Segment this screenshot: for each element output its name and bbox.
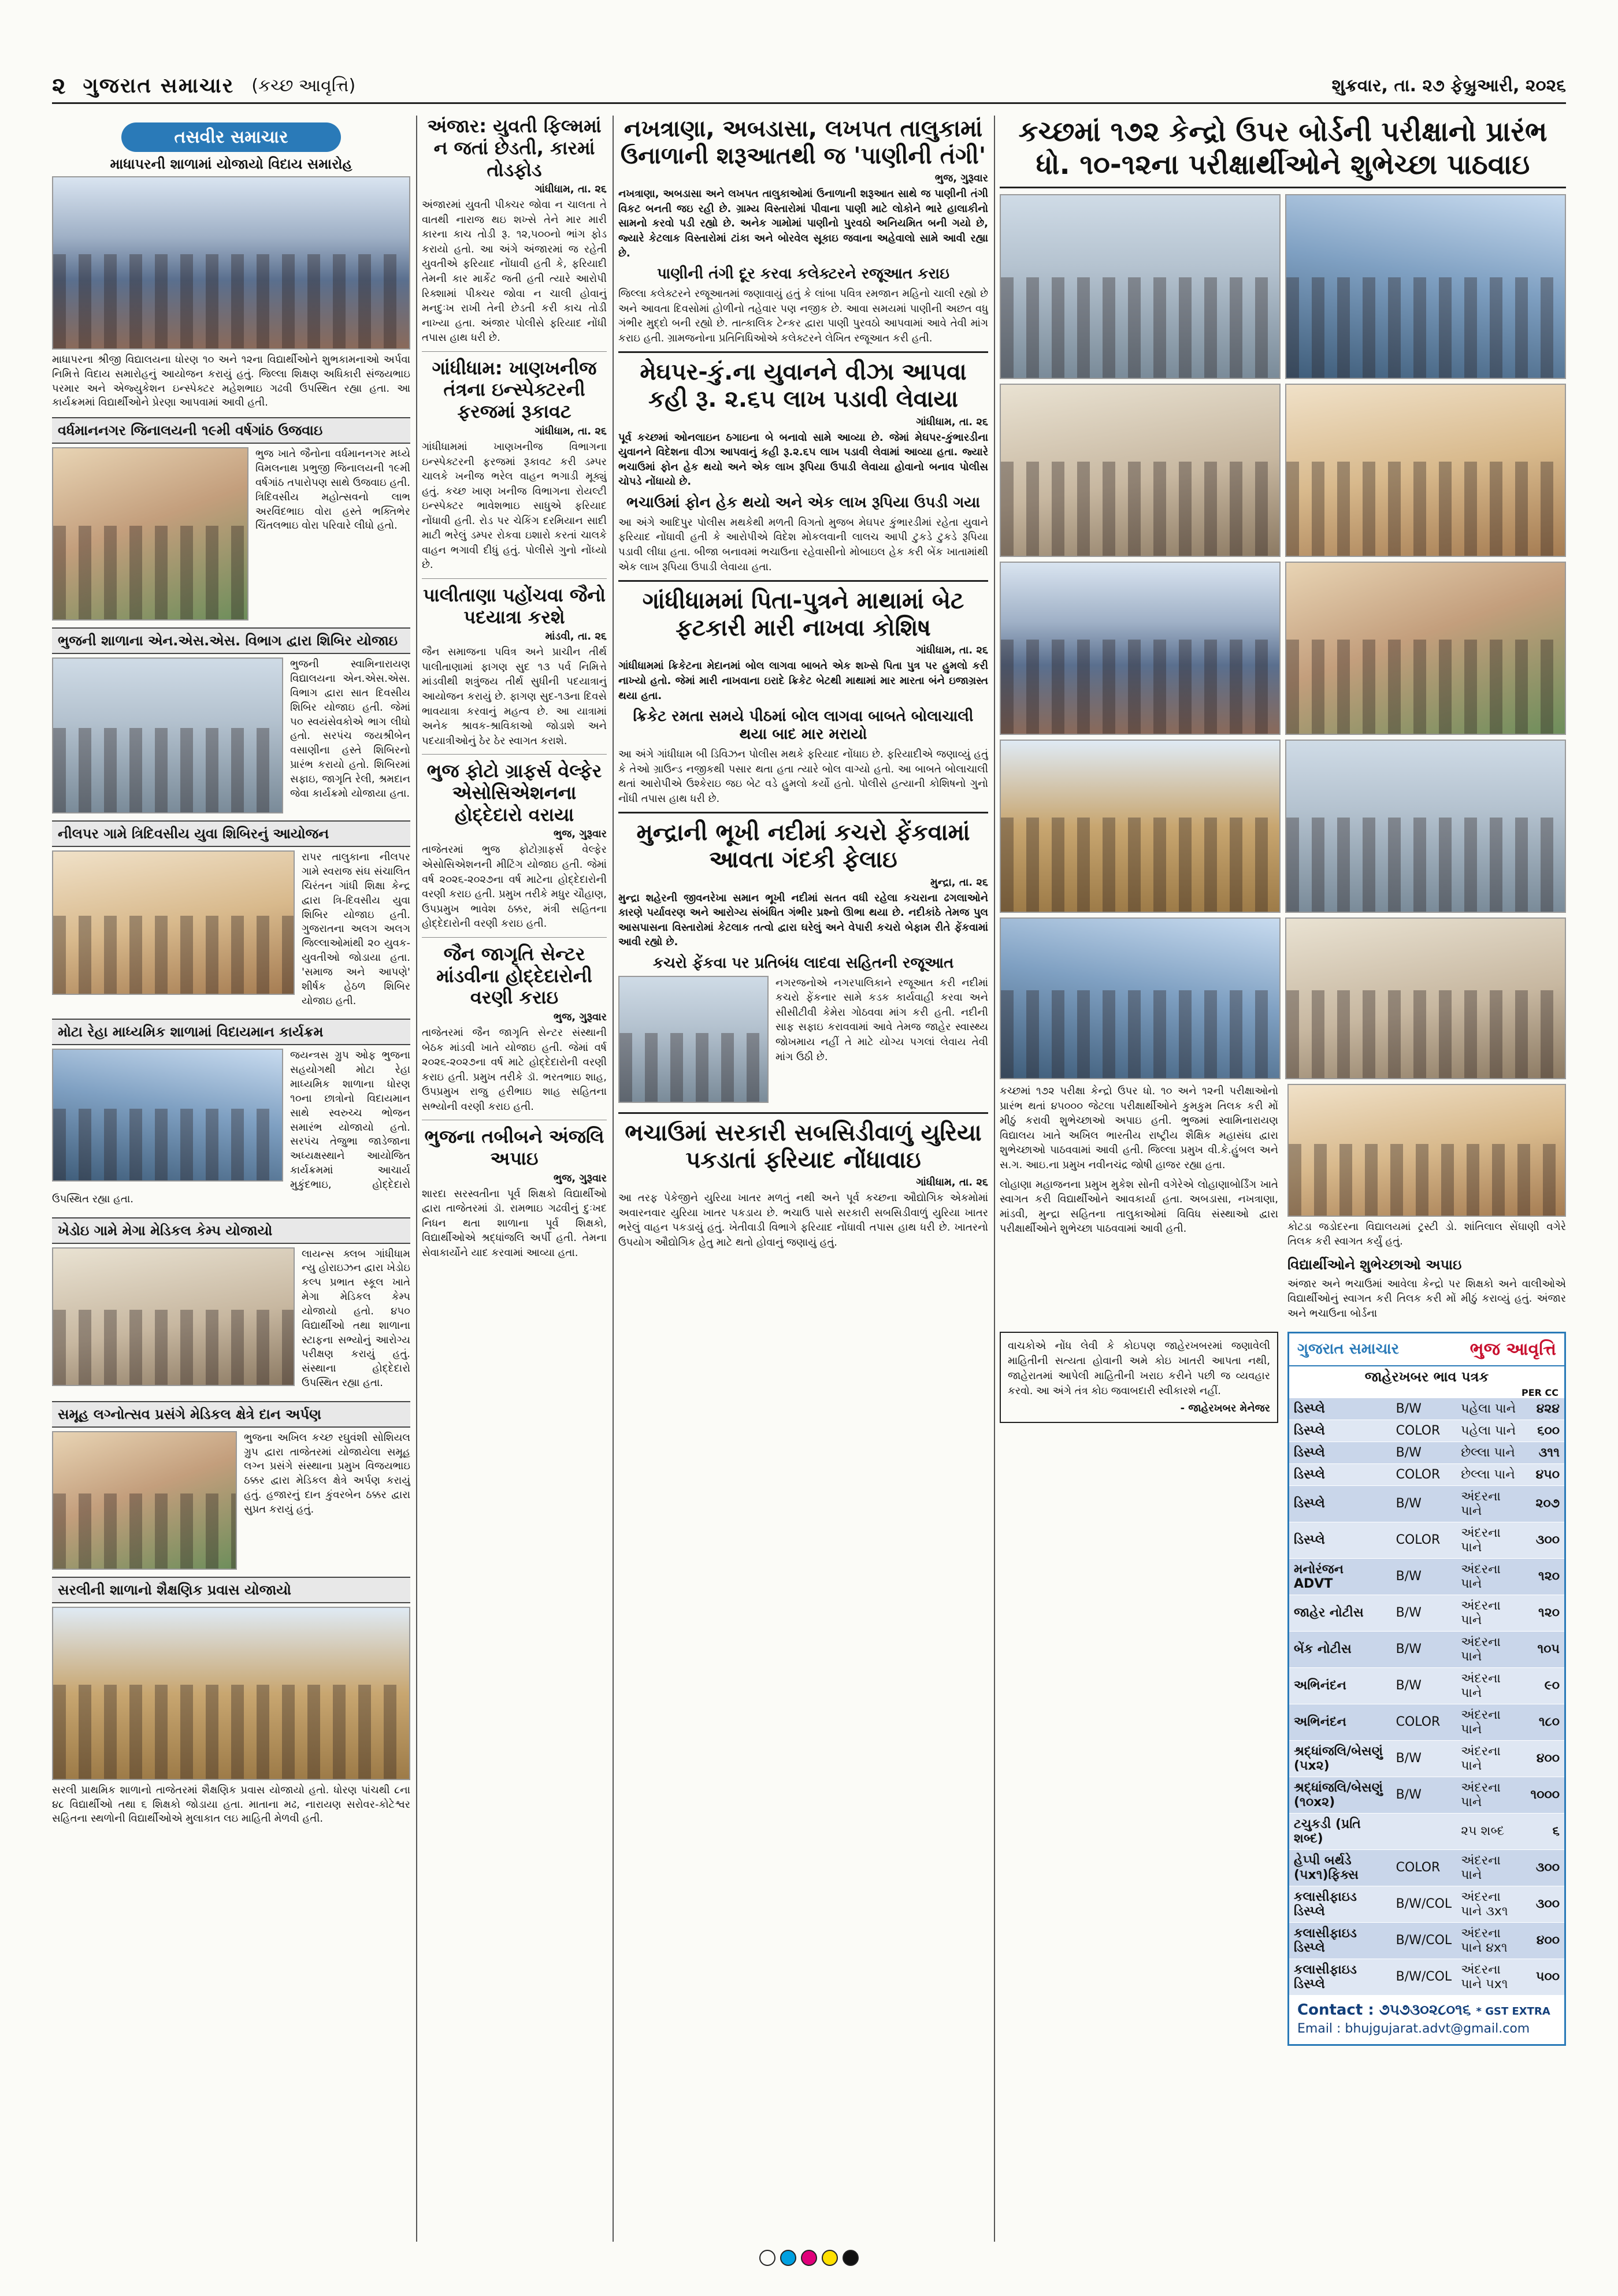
article-dateline: માંડવી, તા. ૨૬ <box>545 630 607 643</box>
rate-page: અંદરના પાને ૫x૧ <box>1456 1959 1526 1995</box>
school-trip-photo <box>52 1607 410 1780</box>
rate-color: B/W <box>1391 1441 1457 1463</box>
article-subhead: ભચાઉમાં ફોન હેક થયો અને એક લાખ રૂપિયા ઉપડી ગયા <box>626 493 980 511</box>
article-lead: નખત્રાણા, અબડાસા અને લખપત તાલુકાઓમાં ઉનાળાની શરૂઆત સાથે જ પાણીની તંગી વિકટ બનતી જઇ રહી છે. ગ્રામ્ય વિસ્તારોમાં પીવાના પાણી માટે લોકોને ભારે હાલાકીનો સામનો કરવો પડી રહ્યો છે. અનેક ગામોમાં પાણીનો પુરવઠો અનિયમિત બની ગયો છે, જ્યારે કેટલાક વિસ્તારોમાં ટાંકા અને બોરવેલ સૂકાઇ જવાના અહેવાલો સામે આવી રહ્યા છે. <box>618 188 988 259</box>
rate-color: B/W <box>1391 1667 1457 1704</box>
tilak-ceremony-photo <box>1285 562 1566 735</box>
edition-label: (કચ્છ આવૃત્તિ) <box>251 76 356 96</box>
rate-rate: ૬૦૦ <box>1526 1420 1564 1441</box>
rate-page: અંદરના પાને <box>1456 1522 1526 1558</box>
column-rule <box>416 116 417 2242</box>
rate-page: અંદરના પાને <box>1456 1777 1526 1813</box>
article-subhead: પાણીની તંગી દૂર કરવા કલેક્ટરને રજૂઆત કરાઇ <box>656 265 950 283</box>
article-headline: ભુજ ફોટો ગ્રાફર્સ વેલ્ફેર એસોસિએશનના હોદ્દેદારો વરાયા <box>426 760 602 826</box>
rate-page: છેલ્લા પાને <box>1456 1441 1526 1463</box>
side-body: અંજાર અને ભચાઉમાં આવેલા કેન્દ્રો પર શિક્ષકો અને વાલીઓએ વિદ્યાર્થીઓનું સ્વાગત કરી તિલક કરી મોં મીઠું કરાવ્યું હતું. અંજાર અને ભચાઉના બોર્ડના <box>1287 1277 1566 1320</box>
rate-page: અંદરના પાને <box>1456 1631 1526 1667</box>
rate-item: ડિસ્પ્લે <box>1289 1463 1391 1485</box>
rate-row <box>1289 1441 1564 1463</box>
rate-row <box>1289 1522 1564 1558</box>
rate-page: અંદરના પાને <box>1456 1595 1526 1631</box>
article-headline: ગાંધીધામ: ખાણખનીજ તંત્રના ઇન્સ્પેક્ટરની ફરજમાં રૂકાવટ <box>432 356 597 423</box>
article-dateline: ગાંધીધામ, તા. ૨૬ <box>916 415 988 428</box>
school-entrance-photo <box>1285 740 1566 913</box>
youth-camp-photo <box>52 850 295 995</box>
column-rule <box>994 116 995 2242</box>
disclaimer-text: વાચકોએ નોંધ લેવી કે કોઇપણ જાહેરખબરમાં જણાવેલી માહિતીની સત્યતા હોવાની અમે કોઇ ખાતરી આપતા નથી, જાહેરાતમાં આપેલી માહિતીની ખરાઇ કરીને પછી જ વ્યવહાર કરવો. આ અંગે તંત્ર કોઇ જવાબદારી સ્વીકારશે નહીં. <box>1008 1339 1270 1397</box>
rate-rate: ૬ <box>1526 1813 1564 1849</box>
story-head: સમૂહ લગ્નોત્સવ પ્રસંગે મેડિકલ ક્ષેત્રે દાન અર્પણ <box>52 1401 410 1428</box>
article-headline: ગાંધીધામમાં પિતા-પુત્રને માથામાં બેટ ફટકારી મારી નાખવા કોશિષ <box>642 588 964 642</box>
disclaimer-notice <box>1000 1332 1278 1423</box>
story-head: ખેડોઇ ગામે મેગા મેડિકલ કેમ્પ યોજાયો <box>52 1217 410 1244</box>
article-body: નગરજનોએ નગરપાલિકાને રજૂઆત કરી નદીમાં કચરો ફેંકનાર સામે કડક કાર્યવાહી કરવા અને સીસીટીવી કેમેરા ગોઠવવા માંગ કરી હતી. નદીની સાફ સફાઇ કરાવવામાં આવે તેમજ જાહેર સ્વાસ્થ્ય જોખમાય નહીં તે માટે યોગ્ય પગલાં લેવાય તેવી માંગ ઉઠી છે. <box>775 976 988 1063</box>
exam-photo-grid <box>1000 194 1566 1079</box>
rate-item: મનોરંજન ADVT <box>1289 1558 1391 1595</box>
gst-note: * GST EXTRA <box>1476 2005 1550 2018</box>
temple-anniversary-photo <box>52 447 248 621</box>
article-body: શારદા સરસ્વતીના પૂર્વ શિક્ષકો વિદ્યાર્થીઓ દ્વારા તાજેતરમાં ડૉ. રામભાઇ ગઢવીનું દુઃખદ નિધન થતા શાળાના પૂર્વ શિક્ષકો, વિદ્યાર્થીઓએ શ્રદ્ધાંજલિ અર્પી હતી. તેમના સેવાકાર્યોને યાદ કરવામાં આવ્યા હતા. <box>422 1187 607 1259</box>
exam-hall-photo <box>1000 194 1281 379</box>
rate-page: ૨૫ શબ્દ <box>1456 1813 1526 1849</box>
rate-rate: ૩૧૧ <box>1526 1441 1564 1463</box>
article-body: તાજેતરમાં જૈન જાગૃતિ સેન્ટર સંસ્થાની બેઠક માંડવી ખાતે યોજાઇ હતી. જેમાં વર્ષ ૨૦૨૬-૨૦૨૭ના વર્ષ માટે હોદ્દેદારોની વરણી કરાઇ હતી. પ્રમુખ તરીકે ડૉ. ભરતભાઇ શાહ, ઉપપ્રમુખ રાજુ હરીભાઇ શાહ સહિતના સભ્યોની વરણી કરાઇ હતી. <box>422 1027 607 1113</box>
picture-news-column <box>52 116 410 2253</box>
rate-item: શ્રદ્ધાંજલિ/બેસણું (૫x૨) <box>1289 1740 1391 1777</box>
article-dateline: ગાંધીધામ, તા. ૨૬ <box>916 644 988 657</box>
rate-page: અંદરના પાને <box>1456 1704 1526 1740</box>
story-caption: માધાપરના શ્રીજી વિદ્યાલયના ધોરણ ૧૦ અને ૧૨ના વિદ્યાર્થીઓને શુભકામનાઓ અર્પવા નિમિત્તે વિદાય સમારોહનું આયોજન કરાયું હતું. જિલ્લા શિક્ષણ અધિકારી સંજયભાઇ પરમાર અને એજ્યુકેશન ઇન્સ્પેક્ટર મહેશભાઇ ગઢવી ઉપસ્થિત રહ્યા હતા. આ કાર્યક્રમમાં વિદ્યાર્થીઓને પ્રેરણા આપવામાં આવી હતી. <box>52 354 410 409</box>
rate-color: B/W <box>1391 1631 1457 1667</box>
rate-page: અંદરના પાને <box>1456 1740 1526 1777</box>
students-welcome-photo <box>1000 384 1281 557</box>
group-photo <box>1285 917 1566 1079</box>
article-body: અંજારમાં યુવતી પીક્ચર જોવા ન ચાલતા તે વાતથી નારાજ થઇ શખ્સે તેને માર મારી કારના કાચ તોડી રૂ. ૧૨,૫૦૦નો ભાંગ ફોડ કરાયો હતો. આ અંગે અંજારમાં જ રહેતી યુવતીએ ફરિયાદ નોંધાવી હતી કે, ફરિયાદી તેમની કાર માર્કેટ જતી હતી ત્યારે આરોપી રિક્શામાં પીક્ચર જોવા ન ચાલી હોવાનું મનદુઃખ રાખી તેની છેડતી કરી કાચ તોડી નાખ્યા હતા. અંજાર પોલીસે ફરિયાદ નોંધી તપાસ હાથ ધરી છે. <box>422 199 607 344</box>
story-head: ભુજની શાળાના એન.એસ.એસ. વિભાગ દ્વારા શિબિર યોજાઇ <box>52 627 410 654</box>
article-dateline: ભુજ, ગુરૂવાર <box>553 828 607 841</box>
article-headline: જૈન જાગૃતિ સેન્ટર માંડવીના હોદ્દેદારોની વરણી કરાઇ <box>436 942 592 1009</box>
school-entrance-photo <box>1000 740 1281 913</box>
rate-item: ડિસ્પ્લે <box>1289 1485 1391 1522</box>
article-dateline: ગાંધીધામ, તા. ૨૬ <box>535 425 607 437</box>
rate-rate: ૪૦૦ <box>1526 1922 1564 1959</box>
rate-row <box>1289 1558 1564 1595</box>
rate-item: જાહેર નોટીસ <box>1289 1595 1391 1631</box>
article-dateline: ગાંધીધામ, તા. ૨૬ <box>535 183 607 196</box>
article-headline: ભુજના તબીબને અંજલિ અપાઇ <box>424 1125 604 1170</box>
rate-page: છેલ્લા પાને <box>1456 1463 1526 1485</box>
story-head: સરલીની શાળાનો શૈક્ષણિક પ્રવાસ યોજાયો <box>52 1577 410 1603</box>
rate-row <box>1289 1398 1564 1420</box>
rate-rate: ૧૮૦ <box>1526 1704 1564 1740</box>
ratecard-logo: ગુજરાત સમાચાર <box>1297 1340 1400 1358</box>
rate-item: કલાસીફાઇડ ડિસ્પ્લે <box>1289 1922 1391 1959</box>
rate-row <box>1289 1922 1564 1959</box>
rate-row <box>1289 1959 1564 1995</box>
medical-camp-photo <box>52 1247 295 1386</box>
students-welcome-photo <box>1285 384 1566 557</box>
page-number: ૨ <box>52 72 66 99</box>
story-head: વર્ધમાનનગર જિનાલયની ૧૯મી વર્ષગાંઠ ઉજવાઇ <box>52 417 410 444</box>
rate-rate: ૨૦૭ <box>1526 1485 1564 1522</box>
rate-color: B/W/COL <box>1391 1959 1457 1995</box>
rate-item: ડિસ્પ્લે <box>1289 1398 1391 1420</box>
ratecard-subtitle: જાહેરખબર ભાવ પત્રક <box>1364 1368 1489 1385</box>
article-dateline: ભુજ, ગુરૂવાર <box>553 1011 607 1023</box>
rate-page: અંદરના પાને <box>1456 1558 1526 1595</box>
story-caption: જયન્ત્રસ ગ્રુપ ઓફ ભુજના સહયોગથી મોટા રેહા માધ્યમિક શાળાના ધોરણ ૧૦ના છાત્રોનો વિદાયમાન સાથે સ્વરુચ્ચ ભોજન સમારંભ યોજાયો હતો. સરપંચ તેજુભા જાડેજાના અધ્યક્ષસ્થાને આયોજિત કાર્યક્રમમાં આચાર્ય મુકુંદભાઇ, હોદ્દેદારો ઉપસ્થિત રહ્યા હતા. <box>52 1049 410 1205</box>
rate-row <box>1289 1463 1564 1485</box>
short-news-column <box>422 116 607 2253</box>
ratecard-unit: PER CC <box>1521 1387 1558 1398</box>
rate-rate: ૯૦ <box>1526 1667 1564 1704</box>
article-subhead: કચરો ફેંકવા પર પ્રતિબંધ લાદવા સહિતની રજૂઆત <box>652 954 954 972</box>
registration-marks <box>0 2250 1618 2267</box>
ratecard-contact: Contact : ૭૫૭૩૦૨૮૦૧૬ <box>1297 2001 1471 2019</box>
rate-rate: ૧૨૦ <box>1526 1558 1564 1595</box>
picture-news-banner: તસવીર સમાચાર <box>121 122 341 152</box>
rate-rate: ૩૦૦ <box>1526 1849 1564 1886</box>
rate-page: અંદરના પાને ૪x૧ <box>1456 1922 1526 1959</box>
school-farewell-photo <box>52 1049 283 1182</box>
rate-row <box>1289 1420 1564 1441</box>
rate-item: ડિસ્પ્લે <box>1289 1522 1391 1558</box>
story-caption: સરલી પ્રાથમિક શાળાનો તાજેતરમાં શૈક્ષણિક પ્રવાસ યોજાયો હતો. ધોરણ પાંચથી ૮ના ૪૮ વિદ્યાર્થીઓ તથા ૬ શિક્ષકો જોડાયા હતા. માતાના મઢ, નારાયણ સરોવર-કોટેશ્વર સહિતના સ્થળોની વિદ્યાર્થીઓએ મુલાકાત લઇ માહિતી મેળવી હતી. <box>52 1784 410 1825</box>
feature-headline: કચ્છમાં ૧૭૨ કેન્દ્રો ઉપર બોર્ડની પરીક્ષાનો પ્રારંભ ધો. ૧૦-૧૨ના પરીક્ષાર્થીઓને શુભેચ્છા પાઠવાઇ <box>1018 116 1548 181</box>
rate-item: હેપ્પી બર્થડે (૫x૧)ફિક્સ <box>1289 1849 1391 1886</box>
river-garbage-photo <box>618 976 769 1103</box>
rate-row <box>1289 1704 1564 1740</box>
rate-color: B/W <box>1391 1595 1457 1631</box>
newspaper-brand: ગુજરાત સમાચાર <box>83 73 235 98</box>
rate-item: કલાસીફાઇડ ડિસ્પ્લે <box>1289 1886 1391 1922</box>
story-caption: લાયન્સ ક્લબ ગાંધીધામ ન્યુ હોરાઇઝન દ્વારા ખેડોઇ કલ્પ પ્રભાત સ્કૂલ ખાતે મેગા મેડિકલ કેમ્પ યોજાયો હતો. ૪૫૦ વિદ્યાર્થીઓ તથા શાળાના સ્ટાફના સભ્યોનું આરોગ્ય પરીક્ષણ કરાયું હતું. સંસ્થાના હોદ્દેદારો ઉપસ્થિત રહ્યા હતા. <box>302 1247 410 1389</box>
article-dateline: ભુજ, ગુરૂવાર <box>934 172 988 185</box>
rate-row <box>1289 1849 1564 1886</box>
article-lead: પૂર્વ કચ્છમાં ઓનલાઇન ઠગાઇના બે બનાવો સામે આવ્યા છે. જેમાં મેઘપર-કુંભારડીના યુવાનને વિદેશના વીઝા આપવાનું કહી રૂ.૨.૬૫ લાખ પડાવી લેવામાં આવ્યા હતા. જ્યારે ભચાઉમાં ફોન હેક થયો અને એક લાખ રૂપિયા ઉપાડી લેવાયા હોવાનો બનાવ પોલીસ ચોપડે નોંધાયો છે. <box>618 431 988 488</box>
article-headline: અંજાર: યુવતી ફિલ્મમાં ન જતાં છેડતી, કારમાં તોડફોડ <box>427 116 602 181</box>
rate-page: અંદરના પાને <box>1456 1667 1526 1704</box>
rate-page: અંદરના પાને <box>1456 1485 1526 1522</box>
rate-item: ડિસ્પ્લે <box>1289 1441 1391 1463</box>
rate-color: COLOR <box>1391 1704 1457 1740</box>
trustee-welcome-photo <box>1287 1084 1566 1217</box>
story-caption: ભુજની સ્વામિનારાયણ વિદ્યાલયના એન.એસ.એસ. વિભાગ દ્વારા સાત દિવસીય શિબિર યોજાઇ હતી. જેમાં ૫૦ સ્વયંસેવકોએ ભાગ લીધો હતો. સરપંચ જયશ્રીબેન વસાણીના હસ્તે શિબિરનો પ્રારંભ કરાયો હતો. શિબિરમાં સફાઇ, જાગૃતિ રેલી, શ્રમદાન જેવા કાર્યક્રમો યોજાયા હતા. <box>290 658 410 800</box>
rate-row <box>1289 1777 1564 1813</box>
rate-page: અંદરના પાને ૩x૧ <box>1456 1886 1526 1922</box>
article-body: જૈન સમાજના પવિત્ર અને પ્રાચીન તીર્થ પાલીતાણામાં ફાગણ સુદ ૧૩ પર્વ નિમિત્તે માંડવીથી શત્રુંજય તીર્થ સુધીની પદયાત્રાનું આયોજન કરાયું છે. ફાગણ સુદ-૧૩ના દિવસે ભાવયાત્રા કરવાનું મહત્વ છે. આ યાત્રામાં અનેક શ્રાવક-શ્રાવિકાઓ જોડાશે અને પદયાત્રીઓનું ઠેર ઠેર સ્વાગત કરાશે. <box>422 646 607 747</box>
rate-color: B/W <box>1391 1398 1457 1420</box>
column-rule <box>613 116 614 2242</box>
ratecard-email: Email : bhujgujarat.advt@gmail.com <box>1297 2021 1530 2036</box>
rate-color: B/W/COL <box>1391 1886 1457 1922</box>
ad-rate-card <box>1287 1332 1566 2046</box>
rate-color: B/W <box>1391 1485 1457 1522</box>
rates-table <box>1289 1398 1564 1996</box>
rate-page: અંદરના પાને <box>1456 1849 1526 1886</box>
article-lead: ગાંધીધામમાં ક્રિકેટના મેદાનમાં બોલ લાગવા બાબતે એક શખ્સે પિતા પુત્ર પર હુમલો કરી નાખ્યો હતો. જેમાં મારી નાખવાના ઇરાદે ક્રિકેટ બેટથી માથામાં માર મારતા બંને ઇજાગ્રસ્ત થયા હતા. <box>618 660 988 702</box>
issue-date: શુક્રવાર, તા. ૨૭ ફેબ્રુઆરી, ૨૦૨૬ <box>1331 76 1566 96</box>
rate-color: COLOR <box>1391 1463 1457 1485</box>
rate-row <box>1289 1813 1564 1849</box>
story-head: માધાપરની શાળામાં યોજાયો વિદાય સમારોહ <box>110 156 352 172</box>
story-caption: ભુજના અખિલ કચ્છ રઘુવંશી સોશિયલ ગ્રુપ દ્વારા તાજેતરમાં યોજાયેલા સમૂહ લગ્ન પ્રસંગે સંસ્થાના પ્રમુખ વિજયભાઇ ઠક્કર દ્વારા મેડિકલ ક્ષેત્રે અર્પણ કરાયું હતું. હજારનું દાન કુંવરબેન ઠક્કર દ્વારા સુપ્રત કરાયું હતું. <box>244 1431 410 1515</box>
rate-rate: ૫૦૦ <box>1526 1959 1564 1995</box>
article-body: આ અંગે ગાંધીધામ બી ડિવિઝન પોલીસ મથકે ફરિયાદ નોંધાઇ છે. ફરિયાદીએ જણાવ્યું હતું કે તેઓ ગ્રાઉન્ડ નજીકથી પસાર થતા હતા ત્યારે બોલ વાગ્યો હતો. આ બાબતે બોલાચાલી થતાં આરોપીએ ઉશ્કેરાઇ જઇ બેટ વડે હુમલો કર્યો હતો. પોલીસે હત્યાની કોશિષનો ગુનો નોંધી તપાસ હાથ ધરી છે. <box>618 748 988 805</box>
farewell-photo <box>52 176 410 350</box>
feature-body: લોહાણા મહાજનના પ્રમુખ મુકેશ સોની વગેરેએ લોહાણાબોર્ડિંગ ખાતે સ્વાગત કરી વિદ્યાર્થીઓને આવકાર્યા હતા. અબડાસા, નખત્રાણા, માંડવી, મુન્દ્રા સહિતના તાલુકાઓમાં વિવિધ સંસ્થાઓ દ્વારા પરીક્ષાર્થીઓને શુભેચ્છા પાઠવવામાં આવી હતી. <box>1000 1178 1278 1235</box>
article-headline: ભચાઉમાં સરકારી સબસિડીવાળું યુરિયા પકડાતાં ફરિયાદ નોંધાવાઇ <box>625 1119 982 1173</box>
rate-color: B/W <box>1391 1740 1457 1777</box>
exam-hall-photo <box>1285 194 1566 379</box>
rate-item: ટચુકડી (પ્રતિ શબ્દ) <box>1289 1813 1391 1849</box>
article-body: જિલ્લા કલેક્ટરને રજૂઆતમાં જણાવાયું હતું કે લાંબા પવિત્ર રમજાન મહિનો ચાલી રહ્યો છે અને આવતા દિવસોમાં હોળીનો તહેવાર પણ નજીક છે. આવા સમયમાં પાણીની અછત વધુ ગંભીર મુદ્દો બની રહ્યો છે. તાત્કાલિક ટેન્કર દ્વારા પાણી પુરવઠો આપવામાં આવે તેવી માંગ કરાઇ હતી. ગ્રામજનોના પ્રતિનિધિઓએ કલેક્ટરને લેખિત રજૂઆત કરી હતી. <box>618 288 988 344</box>
rate-rate: ૪૦૦ <box>1526 1740 1564 1777</box>
article-subhead: ક્રિકેટ રમતા સમયે પીઠમાં બોલ લાગવા બાબતે બોલાચાલી થયા બાદ માર મરાયો <box>633 708 974 744</box>
ratecard-title: ભુજ આવૃત્તિ <box>1469 1339 1556 1359</box>
article-headline: પાલીતાણા પહોંચવા જૈનો પદયાત્રા કરશે <box>422 584 606 628</box>
rate-item: અભિનંદન <box>1289 1704 1391 1740</box>
rate-rate: ૧૨૦ <box>1526 1595 1564 1631</box>
side-subhead: વિદ્યાર્થીઓને શુભેચ્છાઓ અપાઇ <box>1287 1256 1462 1273</box>
rate-row <box>1289 1595 1564 1631</box>
nss-camp-photo <box>52 657 283 813</box>
rate-row <box>1289 1667 1564 1704</box>
board-exam-feature <box>1000 116 1566 2253</box>
photo-caption: કોટડા જડોદરના વિદ્યાલયમાં ટ્રસ્ટી ડો. શાંતિલાલ સેંઘાણી વગેરે તિલક કરી સ્વાગત કર્યું હતું. <box>1287 1221 1566 1248</box>
rate-rate: ૪૨૪ <box>1526 1398 1564 1420</box>
rate-rate: ૪૫૦ <box>1526 1463 1564 1485</box>
rate-rate: ૧૦૦૦ <box>1526 1777 1564 1813</box>
group-photo <box>1000 917 1281 1079</box>
rate-color: COLOR <box>1391 1522 1457 1558</box>
rate-row <box>1289 1740 1564 1777</box>
rate-page: પહેલા પાને <box>1456 1420 1526 1441</box>
feature-body: કચ્છમાં ૧૭૨ પરીક્ષા કેન્દ્રો ઉપર ધો. ૧૦ અને ૧૨ની પરીક્ષાઓનો પ્રારંભ થતાં ૪૫૦૦૦ જેટલા પરીક્ષાર્થીઓને કુમકુમ તિલક કરી મોં મીઠું કરાવી શુભેચ્છાઓ અપાઇ હતી. ભુજમાં સ્વામિનારાયણ વિદ્યાલય ખાતે અખિલ ભારતીય રાષ્ટ્રીય શૈક્ષિક મહાસંઘ દ્વારા શુભેચ્છાઓ પાઠવવામાં આવી હતી. જિલ્લા પ્રમુખ વી.કે.હુંબલ અને સ.ગ. આઇ.ના પ્રમુખ નવીનચંદ્ર જોષી હાજર રહ્યા હતા. <box>1000 1085 1278 1171</box>
rate-color <box>1391 1813 1457 1849</box>
rate-row <box>1289 1631 1564 1667</box>
masthead <box>52 69 1566 104</box>
donation-photo <box>52 1431 237 1570</box>
article-dateline: મુન્દ્રા, તા. ૨૬ <box>930 876 988 889</box>
rate-rate: ૩૦૦ <box>1526 1886 1564 1922</box>
rate-row <box>1289 1886 1564 1922</box>
rate-color: COLOR <box>1391 1849 1457 1886</box>
tilak-ceremony-photo <box>1000 562 1281 735</box>
article-body: આ અંગે આદિપુર પોલીસ મથકેથી મળતી વિગતો મુજબ મેઘપર કુંભારડીમાં રહેતા યુવાને ફરિયાદ નોંધાવી હતી કે આરોપીએ વિદેશ મોકલવાની લાલચ આપી ટુકડે ટુકડે રૂપિયા પડાવી લીધા હતા. બીજા બનાવમાં ભચાઉના રહેવાસીનો મોબાઇલ હેક કરી બેંક ખાતામાંથી એક લાખ રૂપિયા ઉપાડી લેવાયા હતા. <box>618 516 988 573</box>
rate-rate: ૩૦૦ <box>1526 1522 1564 1558</box>
article-body: ગાંધીધામમાં ખાણખનીજ વિભાગના ઇન્સ્પેક્ટરની ફરજમાં રૂકાવટ કરી ડમ્પર ચાલકે ખનીજ ભરેલ વાહન ભગાડી મૂક્યું હતું. કચ્છ ખાણ ખનીજ વિભાગના રોયલ્ટી ઇન્સ્પેક્ટર ભાવેશભાઇ સાધુએ ફરિયાદ નોંધાવી હતી. રોડ પર ચેકિંગ દરમિયાન સાદી માટી ભરેલું ડમ્પર રોકવા ઇશારો કરતાં ચાલકે વાહન ભગાવી દીધું હતું. પોલીસે ગુનો નોંધ્યો છે. <box>422 440 607 571</box>
rate-item: શ્રદ્ધાંજલિ/બેસણું (૧૦x૨) <box>1289 1777 1391 1813</box>
article-headline: મેઘપર-કું.ના યુવાનને વીઝા આપવા કહી રૂ. ૨.૬૫ લાખ પડાવી લેવાયા <box>640 359 967 413</box>
article-lead: મુન્દ્રા શહેરની જીવનરેખા સમાન ભૂખી નદીમાં સતત વધી રહેલા કચરાના ઢગલાઓને કારણે પર્યાવરણ અને આરોગ્ય સંબંધિત ગંભીર પ્રશ્નો ઊભા થયા છે. નદીકાંઠે તેમજ પુલ આસપાસના વિસ્તારોમાં કેટલાક તત્વો દ્વારા ઘરેલું અને વેપારી કચરો બેફામ રીતે ફેંકવામાં આવી રહ્યો છે. <box>618 891 988 949</box>
article-headline: નખત્રાણા, અબડાસા, લખપત તાલુકામાં ઉનાળાની શરૂઆતથી જ 'પાણીની તંગી' <box>620 116 986 170</box>
story-head: મોટા રેહા માધ્યમિક શાળામાં વિદાયમાન કાર્યક્રમ <box>52 1019 410 1045</box>
article-dateline: ગાંધીધામ, તા. ૨૬ <box>916 1176 988 1189</box>
story-caption: રાપર તાલુકાના નીલપર ગામે સ્વરાજ સંઘ સંચાલિત ચિરંતન ગાંધી શિક્ષા કેન્દ્ર દ્વારા ત્રિ-દિવસીય યુવા શિબિર યોજાઇ હતી. ગુજરાતના અલગ અલગ જિલ્લાઓમાંથી ૨૦ યુવક-યુવતીઓ જોડાયા હતા. 'સમાજ અને આપણે' શીર્ષક હેઠળ શિબિર યોજાઇ હતી. <box>302 851 410 1007</box>
rate-item: અભિનંદન <box>1289 1667 1391 1704</box>
rate-color: B/W <box>1391 1558 1457 1595</box>
story-head: નીલપર ગામે ત્રિદિવસીય યુવા શિબિરનું આયોજન <box>52 820 410 847</box>
disclaimer-signature: - જાહેરખબર મેનેજર <box>1180 1402 1270 1414</box>
rate-item: બેંક નોટીસ <box>1289 1631 1391 1667</box>
rate-color: B/W/COL <box>1391 1922 1457 1959</box>
article-body: તાજેતરમાં ભુજ ફોટોગ્રાફર્સ વેલ્ફેર એસોસિએશનની મીટિંગ યોજાઇ હતી. જેમાં વર્ષ ૨૦૨૬-૨૦૨૭ના વર્ષ માટેના હોદ્દેદારોની વરણી કરાઇ હતી. પ્રમુખ તરીકે મધુર ચૌહાણ, ઉપપ્રમુખ ભાવેશ ઠક્કર, મંત્રી સહિતના હોદ્દેદારોની વરણી કરાઇ હતી. <box>422 844 607 930</box>
rate-color: B/W <box>1391 1777 1457 1813</box>
article-headline: મુન્દ્રાની ભૂખી નદીમાં કચરો ફેંકવામાં આવતા ગંદકી ફેલાઇ <box>636 819 970 874</box>
story-caption: ભુજ ખાતે જૈનોના વર્ધમાનનગર મધ્યે વિમલનાથ પ્રભુજી જિનાલયની ૧૯મી વર્ષગાંઠ તપારોપણ સાથે ઉજવાઇ હતી. ત્રિદિવસીય મહોત્સવનો લાભ અરવિંદભાઇ વોરા હસ્તે ભક્તિભેર ચિંતલભાઇ વોરા પરિવારે લીધો હતો. <box>255 448 410 532</box>
article-dateline: ભુજ, ગુરૂવાર <box>553 1172 607 1184</box>
lead-stories-column <box>618 116 988 2253</box>
rate-item: કલાસીફાઇડ ડિસ્પ્લે <box>1289 1959 1391 1995</box>
rate-row <box>1289 1485 1564 1522</box>
rate-rate: ૧૦૫ <box>1526 1631 1564 1667</box>
rate-item: ડિસ્પ્લે <box>1289 1420 1391 1441</box>
rate-color: COLOR <box>1391 1420 1457 1441</box>
rate-page: પહેલા પાને <box>1456 1398 1526 1420</box>
article-body: આ તરફ પેકેજીને યુરિયા ખાતર મળતું નથી અને પૂર્વ કચ્છના ઔદ્યોગિક એકમોમાં અવારનવાર યુરિયા ખાતર પકડાય છે. ભચાઉ પાસે સરકારી સબસિડીવાળું યુરિયા ખાતર ભરેલું વાહન પકડાયું હતું. ખેતીવાડી વિભાગે ફરિયાદ નોંધાવી તપાસ હાથ ધરી છે. ખાતરનો ઉપયોગ ઔદ્યોગિક હેતુ માટે થતો હોવાનું જણાયું હતું. <box>618 1192 988 1249</box>
